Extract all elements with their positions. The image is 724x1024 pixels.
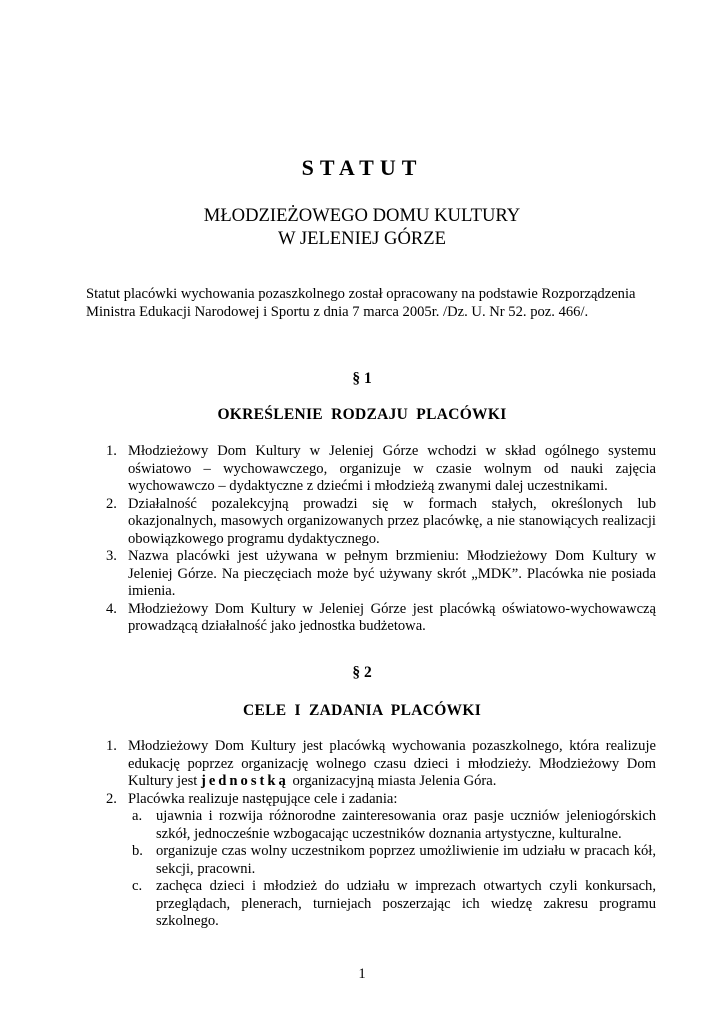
document-subtitle-line2: W JELENIEJ GÓRZE — [277, 228, 446, 249]
section-1-list — [106, 443, 656, 636]
emphasized-word: jednostką — [200, 773, 289, 789]
intro-line: Statut placówki wychowania pozaszkolnego został opracowany na podstawie Rozporządzenia — [86, 286, 636, 302]
list-item-text: Młodzieżowy Dom Kultury w Jeleniej Górze wchodzi w skład ogólnego systemu oświatowo – wychowawczego, organizuje w czasie wolnym od nauki zajęcia wychowawczo – dydaktyczne z dziećmi i młodzieżą zwanymi dalej uczestnikami. — [128, 443, 656, 494]
intro-line: Ministra Edukacji Narodowej i Sportu z dnia 7 marca 2005r. /Dz. U. Nr 52. poz. 466/. — [86, 303, 589, 320]
list-item-number: 2. — [106, 790, 117, 807]
sub-list-item — [132, 843, 656, 878]
list-item-number: 2. — [106, 495, 117, 512]
list-item — [106, 738, 656, 791]
section-2-heading: CELE I ZADANIA PLACÓWKI — [242, 702, 482, 719]
sub-list-item — [132, 808, 656, 843]
sub-list-letter: b. — [132, 843, 143, 859]
sub-list-text: zachęca dzieci i młodzież do udziału w imprezach otwartych czyli konkursach, przeglądach, plenerach, turniejach poszerzając ich wiedzę zakresu programu szkolnego. — [156, 878, 656, 929]
list-item-text: Nazwa placówki jest używana w pełnym brzmieniu: Młodzieżowy Dom Kultury w Jeleniej Górze. Na pieczęciach może być używany skrót „MDK”. Placówka nie posiada imienia. — [128, 548, 656, 599]
list-item — [106, 443, 656, 496]
list-item — [106, 600, 656, 636]
section-1-heading: OKREŚLENIE RODZAJU PLACÓWKI — [217, 406, 507, 423]
sub-list-item — [132, 878, 656, 931]
list-item-text-tail: organizacyjną miasta Jelenia Góra. — [288, 773, 497, 789]
sub-list-text: ujawnia i rozwija różnorodne zainteresowania oraz pasje uczniów jeleniogórskich szkół, jednocześnie wzbogacając uczestników doznania artystyczne, kulturalne. — [156, 808, 656, 842]
list-item-number: 1. — [106, 443, 117, 459]
section-1-number: § 1 — [352, 370, 372, 387]
intro-paragraph — [86, 286, 652, 321]
list-item-number: 4. — [106, 600, 117, 617]
list-item — [106, 790, 656, 931]
list-item — [106, 495, 656, 549]
section-2-list — [106, 738, 656, 931]
list-item-number: 3. — [106, 548, 117, 564]
list-item-number: 1. — [106, 738, 117, 754]
sub-list — [128, 808, 656, 931]
section-2-number: § 2 — [352, 664, 372, 681]
page-number: 1 — [358, 966, 366, 982]
list-item-text: Działalność pozalekcyjną prowadzi się w formach stałych, określonych lub okazjonalnych, masowych organizowanych przez placówkę, a nie stanowiących realizacji obowiązkowego programu dydaktycznego. — [128, 495, 656, 547]
sub-list-letter: a. — [132, 808, 143, 824]
list-item-text: Młodzieżowy Dom Kultury jest placówką wychowania pozaszkolnego, która realizuje edukację poprzez organizację wolnego czasu dzieci i młodzieży. Młodzieżowy Dom Kultury jest — [128, 738, 656, 789]
sub-list-text: organizuje czas wolny uczestnikom poprzez umożliwienie im udziału w pracach kół, sekcji, pracowni. — [156, 843, 656, 877]
list-item-text: Młodzieżowy Dom Kultury w Jeleniej Górze jest placówką oświatowo-wychowawczą prowadzącą działalność jako jednostka budżetowa. — [128, 600, 656, 634]
list-item — [106, 548, 656, 601]
list-item-text: Placówka realizuje następujące cele i zadania: — [128, 790, 398, 807]
document-title: STATUT — [301, 155, 423, 180]
document-subtitle-line1: MŁODZIEŻOWEGO DOMU KULTURY — [203, 205, 521, 226]
sub-list-letter: c. — [132, 878, 143, 894]
